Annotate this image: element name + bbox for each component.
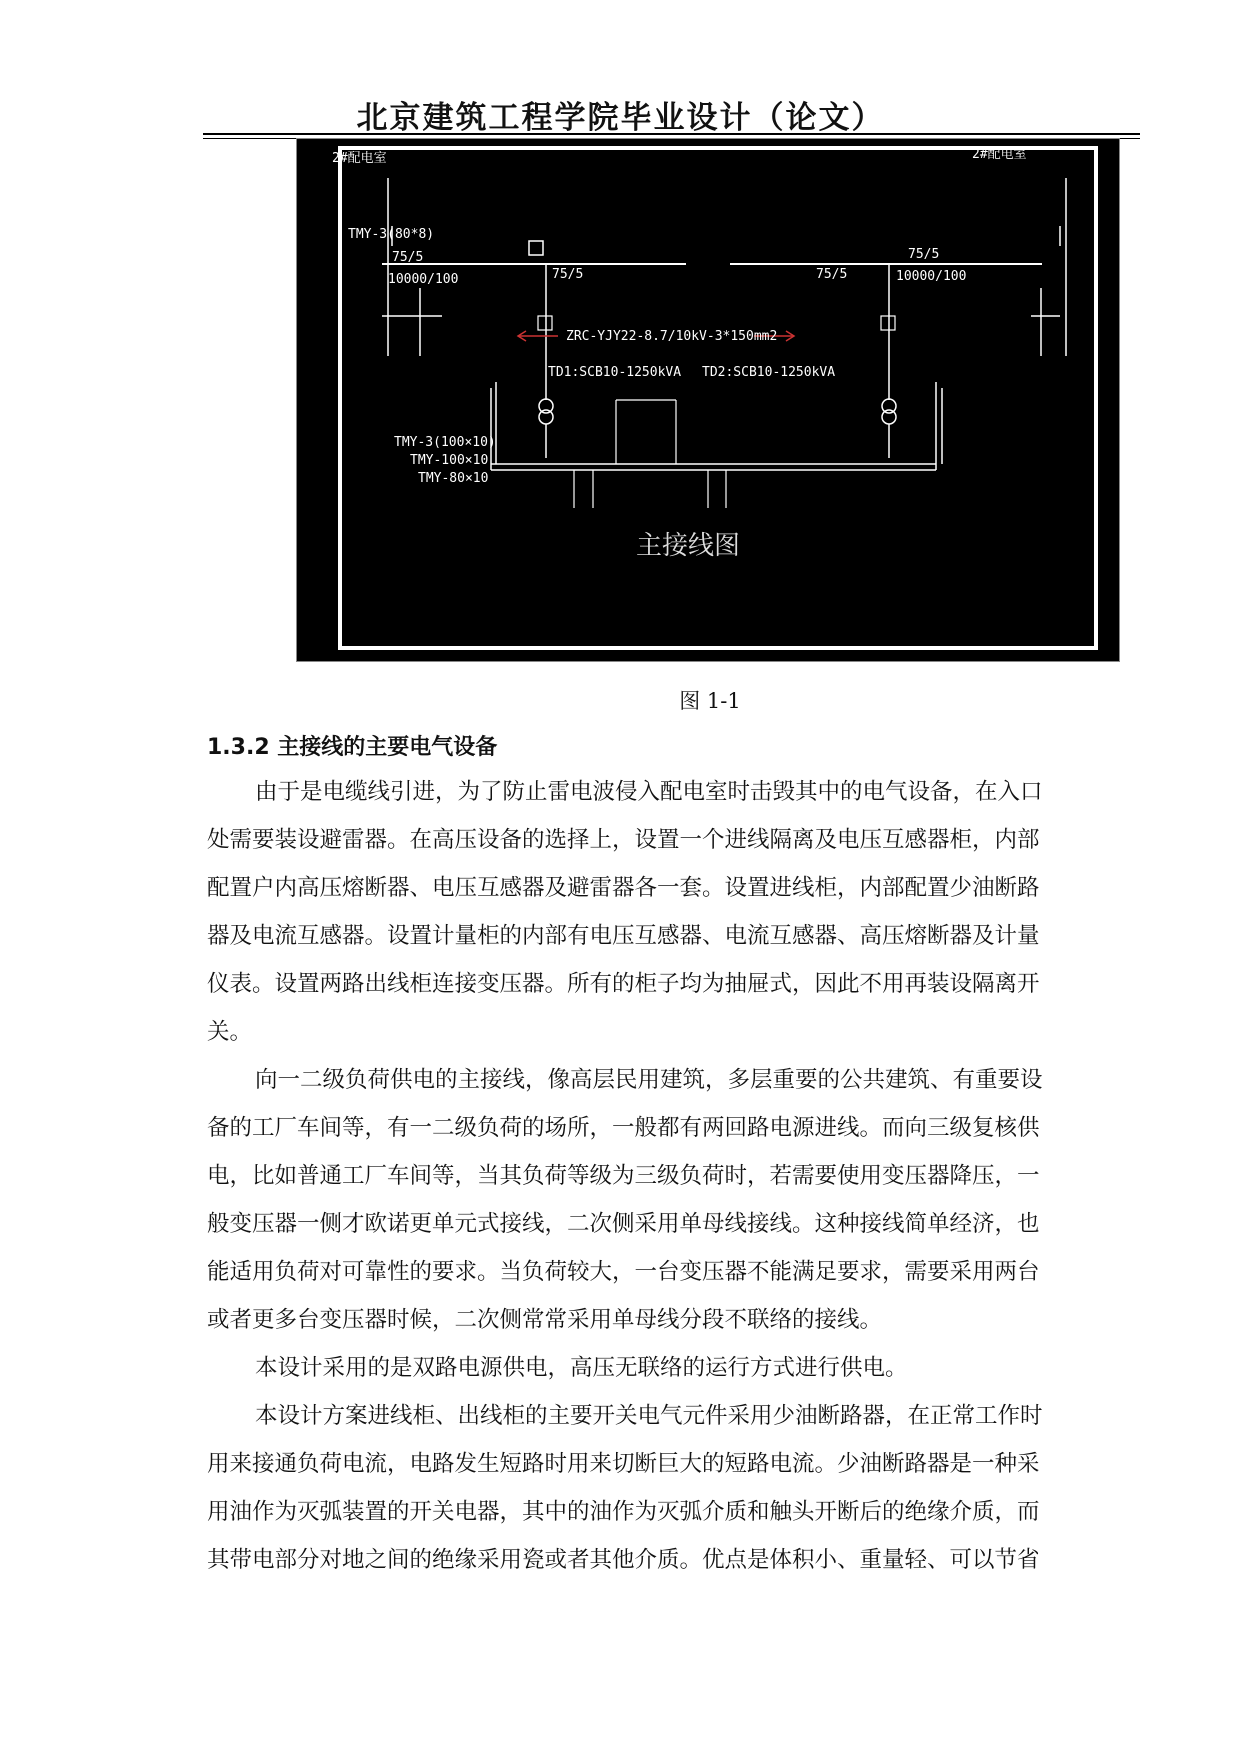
body-line: 由于是电缆线引进，为了防止雷电波侵入配电室时击毁其中的电气设备，在入口 — [255, 779, 1043, 805]
pt-left-label: 10000/100 — [388, 272, 459, 287]
pt-right-label: 10000/100 — [896, 269, 967, 284]
busbar-left-label: TMY-3(80*8) — [348, 227, 435, 242]
ct-mid-right-label: 75/5 — [816, 267, 848, 282]
body-line: 用油作为灭弧装置的开关电器，其中的油作为灭弧介质和触头开断后的绝缘介质，而 — [207, 1499, 1040, 1525]
body-line: 本设计采用的是双路电源供电，高压无联络的运行方式进行供电。 — [255, 1355, 908, 1381]
body-line: 用来接通负荷电流，电路发生短路时用来切断巨大的短路电流。少油断路器是一种采 — [207, 1451, 1040, 1477]
main-wiring-diagram — [296, 138, 1120, 662]
lv-busbar-label-1: TMY-3(100×10) — [394, 435, 496, 450]
body-line: 仪表。设置两路出线柜连接变压器。所有的柜子均为抽屉式，因此不用再装设隔离开 — [207, 971, 1040, 997]
body-line: 配置户内高压熔断器、电压互感器及避雷器各一套。设置进线柜，内部配置少油断路 — [207, 875, 1040, 901]
body-line: 其带电部分对地之间的绝缘采用瓷或者其他介质。优点是体积小、重量轻、可以节省 — [207, 1547, 1040, 1573]
ct-left-label: 75/5 — [392, 250, 424, 265]
body-line: 般变压器一侧才欧诺更单元式接线，二次侧采用单母线接线。这种接线简单经济，也 — [207, 1211, 1040, 1237]
body-line: 本设计方案进线柜、出线柜的主要开关电气元件采用少油断路器，在正常工作时 — [255, 1403, 1043, 1429]
ct-mid-left-label: 75/5 — [552, 267, 584, 282]
body-line: 或者更多台变压器时候，二次侧常常采用单母线分段不联络的接线。 — [207, 1307, 883, 1333]
page-header-title: 北京建筑工程学院毕业设计（论文） — [356, 100, 885, 136]
body-line: 能适用负荷对可靠性的要求。当负荷较大，一台变压器不能满足要求，需要采用两台 — [207, 1259, 1040, 1285]
room-right-label: 2#配电室 — [972, 147, 1027, 162]
section-heading: 1.3.2 主接线的主要电气设备 — [207, 735, 498, 760]
transformer-td2-label: TD2:SCB10-1250kVA — [702, 365, 836, 380]
figure-caption: 图 1-1 — [679, 689, 741, 713]
body-line: 器及电流互感器。设置计量柜的内部有电压互感器、电流互感器、高压熔断器及计量 — [207, 923, 1040, 949]
lv-busbar-label-3: TMY-80×10 — [418, 471, 489, 486]
lv-busbar-label-2: TMY-100×10 — [410, 453, 489, 468]
cable-label: ZRC-YJY22-8.7/10kV-3*150mm2 — [566, 329, 778, 344]
body-line: 向一二级负荷供电的主接线，像高层民用建筑，多层重要的公共建筑、有重要设 — [255, 1067, 1043, 1093]
diagram-title: 主接线图 — [636, 531, 741, 561]
header-rule-thick — [203, 133, 1140, 135]
body-line: 处需要装设避雷器。在高压设备的选择上，设置一个进线隔离及电压互感器柜，内部 — [207, 827, 1040, 853]
ct-right-label: 75/5 — [908, 247, 940, 262]
body-line: 电，比如普通工厂车间等，当其负荷等级为三级负荷时，若需要使用变压器降压，一 — [207, 1163, 1040, 1189]
room-left-label: 2#配电室 — [332, 151, 387, 166]
transformer-td1-label: TD1:SCB10-1250kVA — [548, 365, 682, 380]
body-line: 备的工厂车间等，有一二级负荷的场所，一般都有两回路电源进线。而向三级复核供 — [207, 1115, 1040, 1141]
body-line: 关。 — [207, 1019, 253, 1045]
